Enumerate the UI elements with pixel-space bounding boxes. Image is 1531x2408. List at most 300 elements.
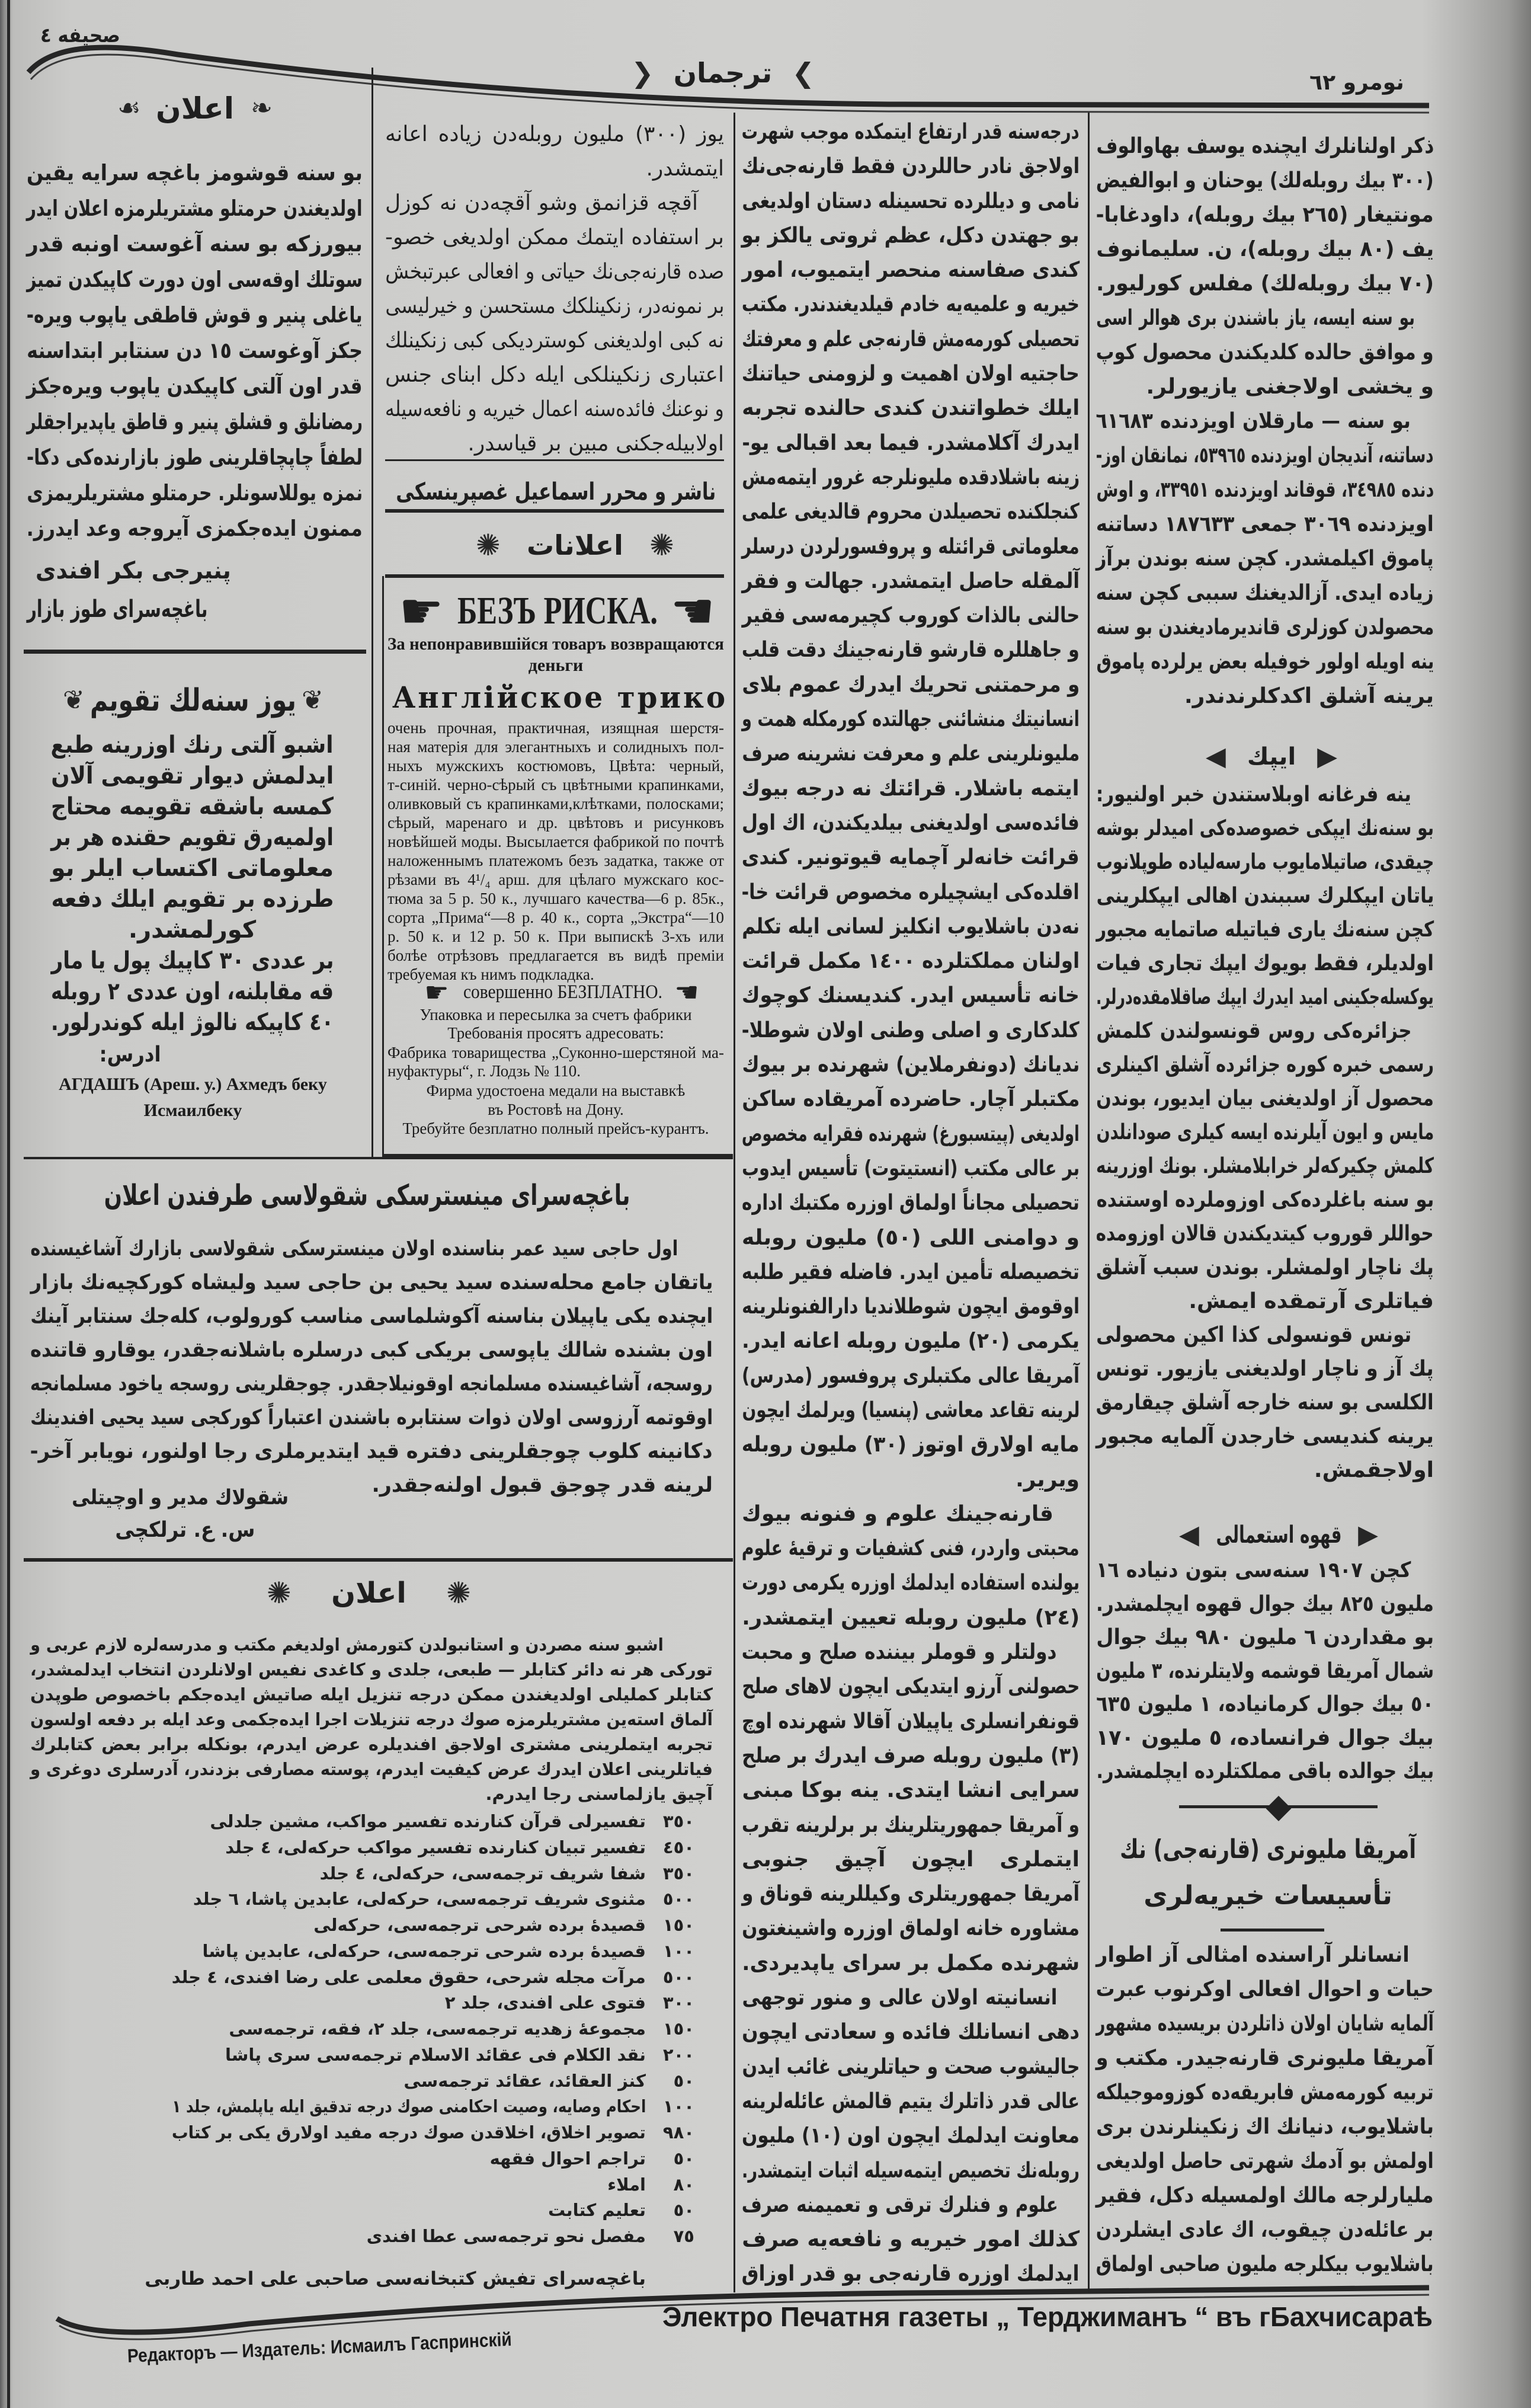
paragraph — [1096, 404, 1434, 714]
text-line: بر عائله‌دن چیقوب، اك عادی ایشلردن — [1096, 2218, 1434, 2242]
text-line: تونس قونسولی کذا اکین محصولی — [1096, 1323, 1412, 1347]
text-line: محبتی واردر، فنی کشفیات و ترقیهٔ علوم — [742, 1536, 1080, 1561]
text-line: اوقوتمه آرزوسی اولان ذوات سنتابره باشندن اعتباراً کورکجی سید یحیی افندینك — [30, 1406, 713, 1430]
text-line: انسانیته اولان عالی و منور توجهی — [742, 1985, 1057, 2010]
text-line: بو سنه باغلرده‌کی اوزوملرده اوستنده — [1096, 1188, 1434, 1212]
paragraph — [385, 117, 724, 186]
text-line: خیریه و علمیه‌یه خادم قیلدیغندندر. مکتب — [742, 292, 1080, 317]
text-line: بر عددی ٣٠ کاپیك پول یا مار — [51, 947, 334, 974]
heading-text: قهوه استعمالی — [1216, 1521, 1341, 1549]
carnegie-article-continuation — [742, 115, 1080, 2292]
text-line: اون بشنده شالك یاپوسی بریکی کبی درسلره باشلانه‌جقدر، یوقارو قاتنده — [30, 1338, 713, 1362]
trico-ad-headline — [457, 589, 658, 633]
book-price: ٩٨٠ — [662, 2122, 694, 2142]
text-line: آچیق یازلماسنی رجا ایدرم. — [485, 1784, 713, 1804]
text-line: اقلده‌کی ایشچیلره مخصوص قرائت خا- — [742, 880, 1080, 904]
horizontal-rule — [24, 1558, 733, 1562]
text-line: کلدکاری و اصلی وطنی اولان شوطلا- — [742, 1018, 1080, 1042]
editor-line — [127, 2326, 513, 2369]
heading-core — [90, 680, 296, 721]
text-line: پك آز و ناچار اولدیغنی یازیور. تونس — [1096, 1357, 1434, 1381]
text-line: کچن سنه‌نك یاری فیاتیله صاتمایه مجبور — [1096, 917, 1434, 942]
text-line: درجه‌سنه قدر ارتفاع ایتمکده موجب شهرت — [742, 120, 1080, 144]
school-ad-signature-title — [72, 1481, 289, 1515]
text-line: сѣрый, маренаго и др. цвѣтовъ и рисунковъ — [387, 814, 724, 832]
paragraph — [742, 1981, 1080, 2188]
text-line: قه مقابلنه، اون عددی ٢ روبله — [51, 978, 334, 1005]
text-line: требуемая къ нимъ подкладка. — [387, 965, 594, 983]
paragraph — [1096, 301, 1434, 404]
closing-line: Требуйте безплатно полный прейсъ-курантъ. — [402, 1120, 709, 1137]
heading-core — [518, 526, 632, 564]
text-line: یکرمی (٢٠) ملیون روبله اعانه ایدر. — [742, 1329, 1080, 1354]
text-line: بر استفاده ایتمك ممکن اولدیغی خصو- — [385, 225, 724, 250]
text-line: ایتمشدر. — [646, 156, 724, 181]
text-line: قارنه‌جینك علوم و فنونه بیوك — [742, 1501, 1053, 1526]
text-line: بر نمونه‌در، زنکینلکك مستحسن و خیرلیسی — [385, 294, 724, 318]
text-line: معلوماتی قرائتله و پروفسورلردن درسلر — [742, 534, 1080, 559]
text-line: ایدلمك اوزره قارنه‌جی بو قدر اوزاق — [742, 2262, 1080, 2287]
fleuron-icon: ❦ — [302, 685, 324, 715]
text-line: بیورزکه بو سنه آغوست اونبه قدر — [27, 231, 363, 257]
book-row — [172, 2172, 699, 2198]
text-line: معلوماتی اکتساب ایلر بو — [51, 855, 334, 882]
text-line: بیك جوال فرانساده، ٥ ملیون ١٧٠ — [1096, 1725, 1434, 1750]
text-line: т-синій. черно-сѣрый съ цвѣтными крапинками, — [387, 776, 724, 794]
book-title: مفصل نحو ترجمه‌سی عطا افندی — [366, 2226, 646, 2246]
trico-ad-body — [387, 718, 724, 984]
text-line: دهی انسانلك فائده و سعادتی ایچون — [742, 2020, 1080, 2045]
dairy-ad-address — [27, 593, 207, 626]
paragraph — [387, 718, 724, 984]
text-line: شهرنده مکمل بر سرای یاپدیردی. — [742, 1950, 1080, 1975]
shipping-line: Требованія просятъ адресовать: — [447, 1024, 664, 1042]
text-line: آقچه قزانمق وشو آقچه‌دن نه کوزل — [385, 191, 698, 215]
printing-house-text: Электро Печатня газеты „ Терджиманъ “ въ гБахчисараѣ — [662, 2301, 1433, 2332]
pointing-hand-left-icon: ☚ — [670, 582, 715, 640]
title-cell — [172, 1835, 646, 1861]
text-line: لرینه قدر چوجق قبول اولنه‌جقدر. — [371, 1473, 713, 1497]
book-price: ٥٠ — [673, 2148, 694, 2169]
text-line: آلمایه شایان اولان ذاتلردن بریسیده مشهور — [1096, 2012, 1434, 2036]
text-line: очень прочная, практичная, изящная шерстя- — [387, 719, 724, 737]
text-line: تورکی هر نه دائر کتابلر — طبعی، جلدی و کاغدی نفیس اولانلردن انتخاب ایدلمشدر، — [30, 1659, 713, 1680]
shipping-line: Упаковка и пересылка за счетъ фабрики — [419, 1006, 692, 1024]
text-line: روبله‌نك تخصیص ایتمه‌سیله اثبات ایتمشدر. — [742, 2158, 1080, 2183]
title-cell — [172, 2094, 646, 2120]
heading-core — [142, 89, 248, 128]
text-line: نه‌دن باشلایوب انکلیز لسانی ایله تکلم — [742, 914, 1080, 939]
text-line: باشلایوب، دنیانك اك زنکینلرندن بری — [1096, 2115, 1434, 2139]
text-line: ملیارلرجه مالك اولمسیله دکل، فقیر — [1096, 2183, 1434, 2208]
book-title: املاء — [607, 2174, 646, 2195]
text-line: بو سنه‌نك ایپکی خصوصده‌کی امیدلر بوشه — [1096, 816, 1434, 840]
paragraph — [742, 115, 1080, 1497]
star-ornament-icon: ✺ — [267, 1576, 292, 1610]
text-line: наложеннымъ платежомъ безъ задатка, также от — [387, 852, 724, 869]
carnegie-section-heading — [1120, 1827, 1416, 1919]
book-price: ٣٥٠ — [662, 1863, 694, 1883]
price-cell — [653, 2042, 694, 2068]
text-line: ویریر. — [1016, 1467, 1080, 1492]
publisher-text: ناشر و محرر اسماعیل غصپرینسکی — [396, 478, 716, 506]
text-line: اعتباری زنکینلکی ایله دکل ابنای جنس — [385, 363, 724, 387]
book-price: ٣٠٠ — [662, 1993, 694, 2013]
text-line: اولابیله‌جکنی مبین بر قیاسدر. — [467, 431, 724, 456]
text-line: و موافق حالده کلدیکندن محصول کوپ — [1096, 340, 1434, 364]
text-line: دکانینه کلوب چوجقلرینی دفتره قید ایتدیرملری رجا اولنور، نویابر آخر- — [30, 1440, 713, 1463]
text-line: اولنان مملکتلرده ١٤٠٠ مکمل قرائت — [742, 949, 1080, 974]
silk-section-body — [1096, 778, 1434, 1487]
book-price: ١٠٠ — [662, 1940, 694, 1961]
text-line: یاغلی پنیر و قوش قاطقی یاپوب ویره- — [27, 302, 363, 328]
text-line: اولمیه‌رق تقویم حقنده هر بر — [51, 824, 334, 851]
heading-text: باغچه‌سرای مینسترسکی شقولاسی طرفندن اعلان — [104, 1179, 630, 1212]
text-line: ایلك خطواتندن کندی حالنده تجربه — [742, 396, 1080, 421]
text-line: ملیونلرینی علم و معرفت نشرینه صرف — [742, 741, 1080, 766]
text-line: یاتان ایپکلرك سببندن اهالی ایپکلرینی — [1096, 884, 1434, 908]
price-cell — [653, 2068, 694, 2094]
text-line: новѣйшей моды. Высылается фабрикой по почтѣ — [387, 833, 724, 850]
title-cell — [172, 1861, 646, 1887]
price-cell — [653, 1809, 694, 1835]
publisher-line — [396, 475, 716, 509]
editor-text: Редакторъ — Издатель: Исмаилъ Гаспринскій — [127, 2328, 513, 2367]
text-line: تحصیلی کورمه‌مش قارنه‌جی علم و معرفتك — [742, 327, 1080, 351]
book-row — [172, 2198, 699, 2224]
title-cell — [172, 2068, 646, 2094]
text-line: اولمش بو آدمك شهرتی حاصل اولدیغی — [1096, 2149, 1434, 2173]
book-row — [172, 1809, 699, 1835]
text-line: ныхъ мужскихъ костюмовъ, Цвѣта: черный, — [387, 757, 724, 775]
book-price: ٤٥٠ — [662, 1837, 694, 1857]
paragraph — [1096, 1318, 1434, 1487]
text-line: و آمریقا جمهوریتلرینك بر برلرینه تقرب — [742, 1812, 1080, 1837]
text-line: اویزدنده ٣٠٦٩ جمعی ١٨٧٦٣٣ دساتنه — [1096, 512, 1434, 536]
dairy-ad-body — [27, 155, 363, 546]
book-row — [172, 2146, 699, 2172]
text-line: محصولدن کوزلری قاندیرمادیغندن بو سنه — [1096, 615, 1434, 639]
text-line: آمریقا عالی مکتبلری پروفسور (مدرس) — [742, 1363, 1080, 1388]
carnegie-section-body — [1096, 1938, 1434, 2282]
text-line: حاجتیه اولان اهمیت و لزومنی حیاتنك — [742, 362, 1080, 386]
text-line: نه کبی اولدیغنی کوستردیکی کبی زنکینلك — [385, 328, 724, 353]
text-line: сорта „Прима“—8 р. 40 к., сорта „Экстра“—10 — [387, 909, 724, 926]
text-line: شمال آمریقا قوشمه ولایتلرنده، ٣ ملیون — [1096, 1658, 1434, 1683]
signature-text: باغچه‌سرای تفیش کتبخانه‌سی صاحبی علی احمد طاربی — [145, 2268, 646, 2289]
star-ornament-icon: ✺ — [649, 528, 674, 562]
text-line: خانه تأسیس ایدر. کندیسنك کوچوك — [742, 983, 1080, 1008]
text-line: کلمش چکیرکه‌لر خرابلامشلر. بونك اوزرینه — [1096, 1154, 1434, 1178]
text-line: یوکسله‌جکینی امید ایدرك ایپك صاقلامقده‌درلر. — [1096, 985, 1434, 1009]
dairy-ad-heading — [117, 89, 273, 128]
price-cell — [653, 2120, 694, 2146]
calendar-ad-address — [52, 1072, 334, 1124]
text-line: یوز (٣٠٠) ملیون روبله‌دن زیاده اعانه — [385, 122, 724, 146]
text-line: ایتمه باشلار. قرائتك نه درجه بیوك — [742, 776, 1080, 801]
signature-name-text: س. ع. ترلکچی — [115, 1518, 255, 1542]
heading-text: اعلانات — [527, 529, 623, 561]
text-line: دولتلر و قوملر بیننده صلح و محبت — [742, 1640, 1057, 1665]
book-price: ٧٥ — [673, 2226, 694, 2246]
horizontal-rule — [385, 459, 724, 461]
book-row — [172, 2042, 699, 2068]
free-offer-text: совершенно БЕЗПЛАТНО. — [463, 981, 662, 1003]
school-ad-body — [30, 1232, 713, 1502]
book-price: ٥٠ — [673, 2070, 694, 2091]
heading-core — [312, 1574, 426, 1612]
book-row — [172, 2120, 699, 2146]
advertisements-heading — [476, 526, 674, 564]
column-rule — [371, 68, 373, 1157]
text-line: بو سنه ایسه، یاز باشندن بری هوالر اسی — [1096, 306, 1415, 330]
text-line: ندیانك (دونفرملاین) شهرنده بر بیوك — [742, 1053, 1080, 1077]
price-cell — [653, 1913, 694, 1939]
text-line: کنجلکنده تحصیلدن محروم قالدیغی علمی — [742, 500, 1080, 525]
trico-ad-subhead — [387, 634, 724, 676]
paragraph — [385, 186, 724, 461]
heading-line: تأسیسات خیریه‌لری — [1144, 1881, 1392, 1911]
fleuron-icon: ❧ — [251, 93, 273, 123]
text-line: سوتلك اوقه‌سی اون دورت کاپیکدن تمیز — [27, 267, 363, 292]
text-line: ممنون ایده‌جکمزی آیروجه وعد ایدرز. — [27, 516, 363, 541]
text-line: دساتنه، آندیجان اویزدنده ٥٣٩٦٥، نمانقان اوز- — [1096, 443, 1434, 468]
price-cell — [653, 2224, 694, 2250]
title-core — [662, 53, 784, 92]
text-line: کندی صفاسنه منحصر ایتمیوب، امور — [742, 258, 1080, 283]
text-line: اشبو آلتی رنك اوزرینه طبع — [51, 731, 334, 759]
text-line: پك ناچار اولمشلر. بوندن سبب آشلق — [1096, 1255, 1434, 1280]
arrow-ornament-right-icon: ▶ — [1317, 741, 1337, 772]
paragraph — [1096, 778, 1434, 1014]
text-line: دنده ٣٤٩٨٥، قوقاند اویزدنده ٣٣٩٥١، و اوش — [1096, 478, 1434, 502]
text-line: پاموق اکیلمشدر. کچن سنه بوندن برآز — [1096, 546, 1434, 571]
calendar-ad-heading — [63, 680, 324, 721]
book-title: شفا شریف ترجمه‌سی، حرکه‌لی، ٤ جلد — [319, 1863, 646, 1883]
text-line: تجربه ایتملرینی مشتری اولاجق افندیلره عرض ایدرم، بونکله برابر بعض کتابلرك — [30, 1734, 713, 1754]
text-line: تخصیصله تأمین ایدر. فاضله فقیر طلبه — [742, 1259, 1080, 1284]
address-text: باغچه‌سرای طوز بازار — [27, 596, 207, 623]
book-price-list — [172, 1809, 699, 2250]
book-title: تفسیر تبیان کنارنده تفسیر مواکب حرکه‌لی، ٤ جلد — [225, 1837, 646, 1857]
text-line: حواللر قوروب کیتدیکندن قالان اوزومده — [1096, 1221, 1434, 1246]
book-price: ٣٥٠ — [662, 1811, 694, 1831]
book-row — [172, 1886, 699, 1913]
book-ad-heading — [267, 1574, 471, 1612]
page-number-text: صحیفه ٤ — [40, 24, 120, 47]
fleuron-icon: ☙ — [117, 93, 141, 123]
text-line: اولاجق نادر حاللردن فقط قارنه‌جی‌نك — [742, 154, 1080, 179]
text-line: فیاتلری آرتمقده ایمش. — [1189, 1289, 1434, 1313]
text-line: و دوامنی اللی (٥٠) ملیون روبله — [742, 1225, 1080, 1250]
text-line: (٧٠ بیك روبله‌لك) مفلس کورلیور. — [1096, 271, 1434, 296]
book-price: ١٥٠ — [662, 1915, 694, 1935]
book-price: ٨٠ — [673, 2174, 694, 2195]
heading-line: آمریقا ملیونری (قارنه‌جی) نك — [1120, 1834, 1416, 1865]
text-line: کچن ١٩٠٧ سنه‌سی بتون دنیاده ١٦ — [1096, 1558, 1411, 1582]
address-label-text: ادرس: — [100, 1042, 161, 1067]
book-title: احکام وصایه، وصیت احکامنی صوك درجه تدقیق ایله یاپلمش، جلد ١ — [172, 2096, 646, 2117]
book-row — [172, 1939, 699, 1965]
issue-number-text: نومرو ٦٢ — [1309, 71, 1404, 95]
text-line: اشبو سنه مصردن و استانبولدن کتورمش اولدیغم مکتب و مدرسه‌لره لازم عربی و — [30, 1635, 664, 1655]
book-price: ١٠٠ — [662, 2096, 694, 2117]
arrow-ornament-left-icon: ◀ — [1206, 741, 1226, 772]
book-row — [172, 1990, 699, 2016]
coffee-section-heading — [1179, 1518, 1378, 1552]
book-price: ٢٠٠ — [662, 2044, 694, 2065]
text-line: بو سنه — مارقلان اویزدنده ٦١٦٨٣ — [1096, 409, 1411, 433]
paragraph — [1096, 1938, 1434, 2282]
text-line: عالی قدر ذاتلرك یتیم قالمش عائله‌لرینه — [742, 2089, 1080, 2113]
trico-ad-shipping — [387, 1006, 724, 1042]
column-rule — [1088, 113, 1090, 2292]
horizontal-rule — [1221, 1929, 1324, 1931]
pointing-hand-right-icon: ☛ — [424, 976, 449, 1008]
text-line: رمضانلق و قشلق پنیر و قاطق یاپدیراجقلر — [27, 409, 363, 434]
book-price: ٥٠٠ — [662, 1966, 694, 1987]
text-line: ٤٠ کاپیکه نالوژ ایله کوندرلور. — [51, 1009, 334, 1036]
calendar-ad-body — [51, 730, 334, 1038]
star-ornament-icon: ✺ — [476, 528, 501, 562]
paragraph — [51, 945, 334, 1038]
paragraph — [742, 1635, 1080, 1981]
diamond-ornament-icon: ◆ — [1266, 1787, 1292, 1825]
text-line: انسانیتك منشائنی جهالتده کورمکله همت و — [742, 707, 1080, 732]
text-line: (٣) ملیون روبله صرف ایدرك بر صلح — [742, 1743, 1080, 1768]
trico-ad-free-offer — [463, 980, 662, 1004]
text-line: ینه فرغانه اوبلاستندن خبر اولنیور: — [1096, 782, 1412, 807]
price-cell — [653, 1886, 694, 1913]
closing-line: въ Ростовѣ на Дону. — [488, 1101, 624, 1118]
text-line: قرائت خانه‌لر آچمایه قیوتونیر. کندی — [742, 845, 1080, 870]
trico-ad-closing — [387, 1081, 724, 1138]
text-line: آلماق استه‌ین مشتریلرمزه صوك درجه تنزیلات اجرا ایده‌جکمی وعد ایله بر دفعه اولسون — [30, 1709, 713, 1729]
text-line: ایچنده یکی یاپیلان بناسنه آکوشلماسی مناسب کورولوب، کله‌جك سنتابر آینك — [30, 1304, 713, 1328]
headline-text: БЕЗЪ РИСКА. — [457, 589, 658, 632]
horizontal-rule — [24, 1157, 733, 1159]
paragraph — [742, 1497, 1080, 1635]
text-line: مایس و ایون آیلرنده ایسه کیلری صودانلدن — [1096, 1120, 1434, 1144]
product-text: Англійское трико — [392, 680, 728, 715]
book-title: کنز العقائد، عقائد ترجمه‌سی — [403, 2070, 646, 2091]
paragraph — [51, 730, 334, 945]
text-line: انسانلر آراسنده امثالی آز اطوار — [1096, 1943, 1410, 1967]
book-title: تعلیم کتابت — [548, 2200, 646, 2221]
title-cell — [172, 2172, 646, 2198]
paragraph — [1096, 1554, 1434, 1789]
text-line: جکز آوغوست ١٥ دن سنتابر ابتداسنه — [27, 338, 363, 363]
title-cell — [172, 2224, 646, 2250]
text-line: صده قارنه‌جی‌نك حیاتی و افعالی عبرتبخش — [385, 260, 724, 284]
issue-number — [1303, 66, 1410, 100]
book-price: ٥٠ — [673, 2200, 694, 2221]
arrow-ornament-right-icon: ▶ — [1358, 1520, 1378, 1550]
text-line: (٣٠٠ بیك روبله‌لك) یوحنان و ابوالفیض — [1096, 168, 1434, 193]
price-cell — [653, 1835, 694, 1861]
title-cell — [172, 1990, 646, 2016]
title-cell — [172, 2120, 646, 2146]
title-cell — [172, 2016, 646, 2042]
newspaper-title-text: ترجمان — [673, 57, 773, 89]
text-line: یرینه کندیسی خارجدن آلمایه مجبور — [1096, 1424, 1434, 1448]
heading-core — [1241, 740, 1302, 774]
paragraph — [27, 155, 363, 546]
text-line: کتابلر کملیلی اولدیغندن ممکن درجه تنزیل ایله صاتیش ایده‌جکم باخصوص طوپدن — [30, 1684, 713, 1705]
text-line: لطفاً چاپچاقلرینی طوز بازارنده‌کی دکا- — [27, 444, 363, 470]
title-cell — [172, 1965, 646, 1991]
text-line: آلمقله حاصل ایتمشدر. جهالت و فقر — [742, 568, 1080, 593]
signature-title-text: شقولاك مدیر و اوچیتلی — [72, 1486, 289, 1510]
text-line: اولاجقمش. — [1314, 1458, 1434, 1482]
trico-ad-factory-address — [387, 1044, 724, 1080]
text-line: بیك جوالده باقی مملکتلرده ایچلمشدر. — [1096, 1759, 1434, 1783]
text-line: مشاوره خانه اولماق اوزره واشینغتون — [742, 1916, 1080, 1941]
title-cell — [172, 2146, 646, 2172]
text-line: طرزده بر تقویم ایلك دفعه — [51, 885, 334, 913]
text-line: آمریقا ملیونری قارنه‌جیدر. مکتب و — [1096, 2046, 1434, 2070]
text-line: و مرحمتنی تحریك ایدرك عموم بلای — [742, 672, 1080, 697]
book-title: نقد الکلام فی عقائد الاسلام ترجمه‌سی سری پاشا — [225, 2044, 646, 2065]
star-ornament-icon: ✺ — [446, 1576, 471, 1610]
text-line: بو جهتدن دکل، عظم ثروتی یالکز بو — [742, 223, 1080, 248]
page-edge-shadow — [7, 0, 10, 2408]
article-continuation — [385, 117, 724, 461]
book-title: قصیدهٔ برده شرحی ترجمه‌سی، حرکه‌لی — [313, 1915, 646, 1935]
title-cell — [172, 1913, 646, 1939]
heading-core — [1216, 1518, 1341, 1552]
text-line: حصولنی آرزو ایتدیکی ایچون لاهای صلح — [742, 1674, 1080, 1699]
heading-text: اعلان — [156, 91, 234, 126]
text-line: یرینه آشلق اکدکلرندندر. — [1184, 684, 1434, 708]
text-line: حیات و احوال افعالی اوکرنوب عبرت — [1096, 1977, 1434, 2001]
text-line: کذلك امور خیریه و نافعه‌یه صرف — [742, 2227, 1080, 2252]
text-line: لرینه تقاعد معاشی (پنسیا) ویرلمك ایچون — [742, 1398, 1080, 1422]
silk-section-heading — [1206, 740, 1337, 774]
paragraph — [742, 2188, 1080, 2292]
text-line: (٢٤) ملیون روبله تعیین ایتمشدر. — [742, 1605, 1080, 1630]
cotton-news — [1096, 129, 1434, 714]
text-line: روسجه، آشاغیسنده مسلمانجه اوقونیلاجقدر. چوجقلرینی روسجه یاخود مسلمانجه — [30, 1372, 713, 1396]
text-line: زینه باشلادقده ملیونلرجه غرور ایتمه‌مش — [742, 465, 1080, 490]
text-line: و جاهللره قارشو قارنه‌جینك دقت قلب — [742, 638, 1080, 663]
text-line: یف (٨٠ بیك روبله)، ن. سلیمانوف — [1096, 237, 1434, 261]
book-title: مرآت مجله شرحی، حقوق معلمی علی رضا افندی، ٤ جلد — [172, 1966, 646, 1987]
text-line: جالیشوب صحت و حیاتلرینی غائب ایدن — [742, 2054, 1080, 2079]
text-line: اول حاجی سید عمر بناسنده اولان مینسترسکی شقولاسی بازارك آشاغیسنده — [30, 1237, 678, 1261]
text-line: فیاتلرینی اعلان ایدرك عرض کیفیت ایدرم، پوسته مصارفی بزدندر، آدرسلری دوغری و — [30, 1759, 713, 1779]
page-number — [40, 20, 120, 51]
title-cell — [172, 1809, 646, 1835]
text-line: فائده‌سی اولدیغنی بیلدیکندن، اك اول — [742, 810, 1080, 835]
text-line: تربیه کورمه‌مش فابریقه‌ده کوزوموجیلکه — [1096, 2080, 1434, 2105]
book-title: فتوی علی افندی، جلد ٢ — [444, 1993, 646, 2013]
text-line: جزائره‌کی روس قونسولندن کلمش — [1096, 1019, 1412, 1043]
trico-ad-product — [392, 680, 728, 715]
paragraph — [30, 1232, 713, 1502]
text-line: р. 50 к. и 12 р. 50 к. При выпискѣ 3-хъ или — [387, 928, 724, 945]
factory-line: Фабрика товарищества „Суконно-шерстяной ма- — [387, 1044, 724, 1061]
text-line: ملیون ٨٢٥ بیك جوال قهوه ایچلمشدر. — [1096, 1591, 1434, 1616]
bracket-ornament-icon: ❯ — [792, 57, 815, 89]
price-cell — [653, 2198, 694, 2224]
text-line: حالنی بالذات کوروب کچیرمه‌سی فقیر — [742, 603, 1080, 628]
pointing-hand-right-icon: ☛ — [399, 582, 444, 640]
text-line: بر عالی مکتب (انستیتوت) تأسیس ایدوب — [742, 1156, 1080, 1181]
book-ad-signature — [118, 2265, 646, 2292]
text-line: رسمی خبره کوره جزائرده آشلق اکینلری — [1096, 1053, 1434, 1077]
text-line: ایتملری ایچون آچیق جنوبی — [742, 1847, 1080, 1872]
